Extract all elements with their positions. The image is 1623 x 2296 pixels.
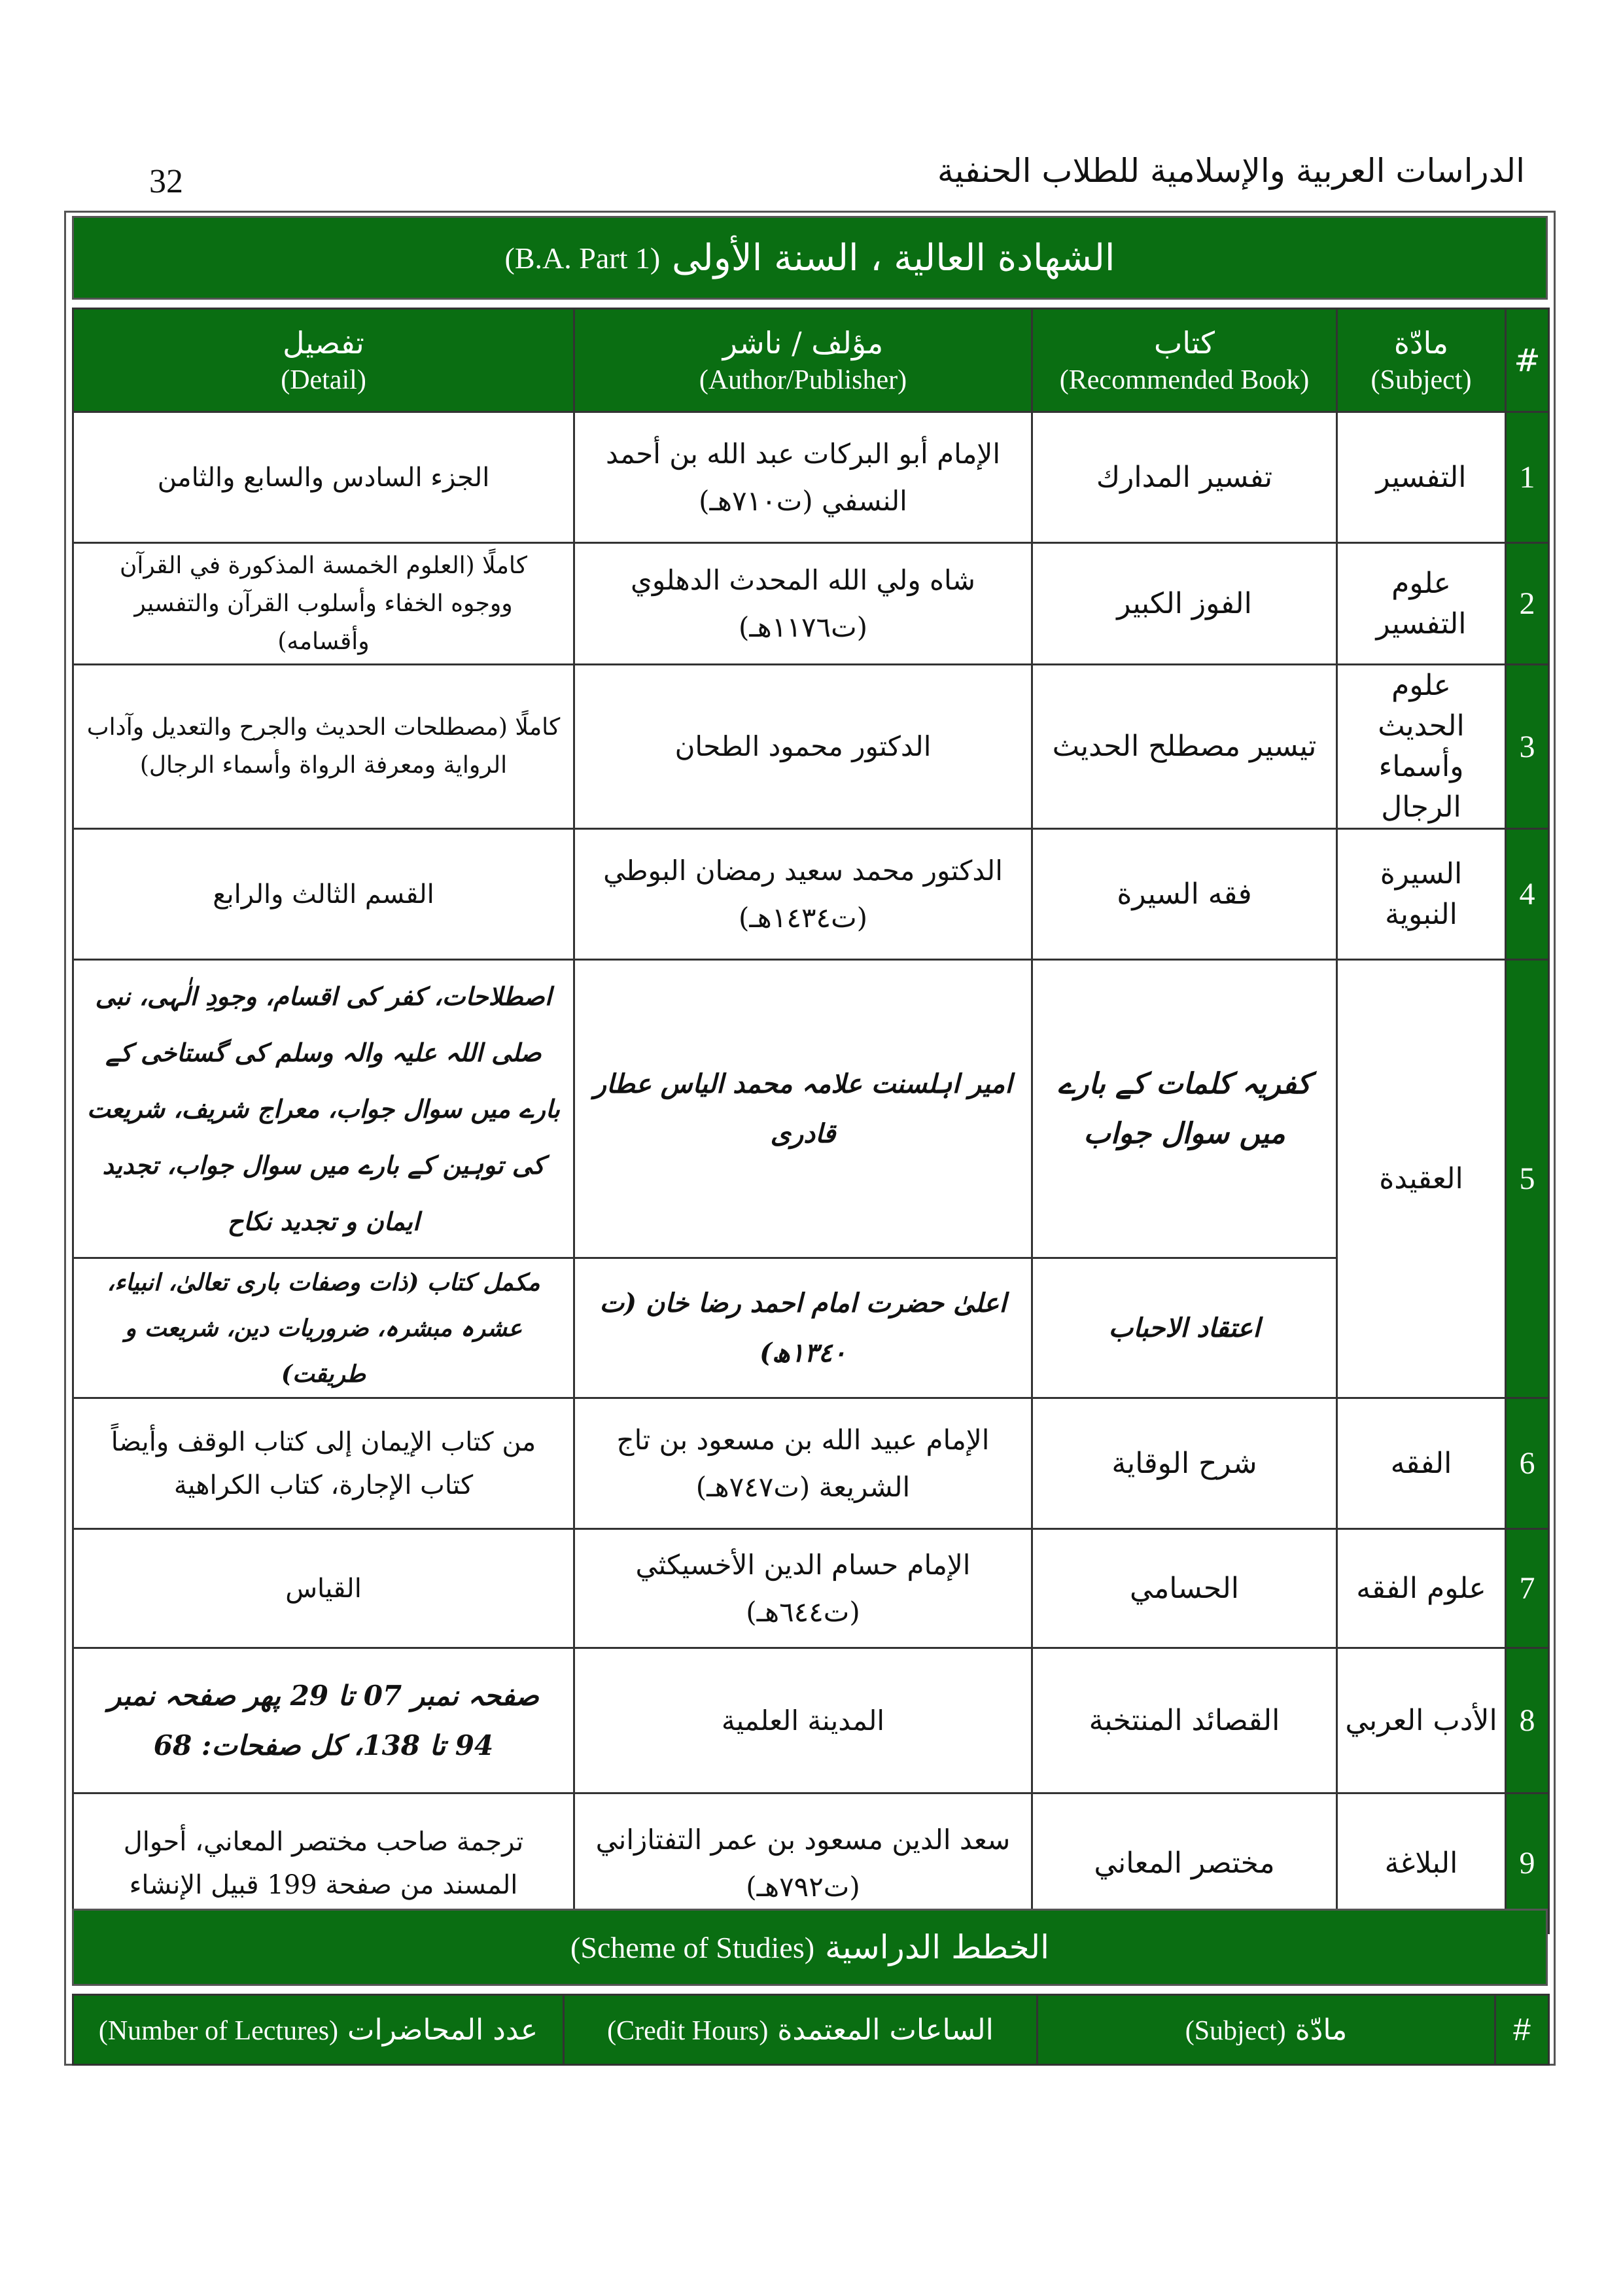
row-book: تفسير المدارك <box>1032 412 1337 543</box>
scheme-subject <box>1038 1995 1495 2065</box>
row-book: شرح الوقاية <box>1032 1398 1337 1529</box>
table-row <box>73 412 1549 543</box>
row-book: اعتقاد الاحباب <box>1032 1258 1337 1398</box>
row-book: القصائد المنتخبة <box>1032 1648 1337 1793</box>
row-number: 9 <box>1506 1793 1549 1934</box>
row-author: الدكتور محمد سعيد رمضان البوطي (ت١٤٣٤هـ) <box>574 829 1032 960</box>
row-book: الفوز الكبير <box>1032 543 1337 665</box>
scheme-credit-ar: الساعات المعتمدة <box>777 2013 994 2047</box>
scheme-header-row <box>73 1995 1549 2065</box>
row-detail: ترجمة صاحب مختصر المعاني، أحوال المسند من صفحة 199 قبيل الإنشاء <box>73 1793 574 1934</box>
table-row <box>73 960 1549 1258</box>
header-detail-ar: تفصيل <box>283 325 364 361</box>
scheme-credit-hours <box>564 1995 1038 2065</box>
row-number: 1 <box>1506 412 1549 543</box>
row-number: 7 <box>1506 1529 1549 1648</box>
header-detail <box>73 309 574 412</box>
scheme-lectures-ar: عدد المحاضرات <box>347 2013 538 2047</box>
table-row <box>73 1398 1549 1529</box>
row-detail: صفحہ نمبر 07 تا 29 پھر صفحہ نمبر 94 تا 138، کل صفحات: 68 <box>73 1648 574 1793</box>
row-subject: علوم الحديث وأسماء الرجال <box>1337 665 1506 829</box>
row-number: 5 <box>1506 960 1549 1398</box>
title-english: (B.A. Part 1) <box>504 241 661 275</box>
header-book <box>1032 309 1337 412</box>
row-book: مختصر المعاني <box>1032 1793 1337 1934</box>
header-subject-ar: مادّة <box>1393 325 1449 361</box>
header-hash: # <box>1506 309 1549 412</box>
syllabus-table <box>72 308 1550 1934</box>
scheme-lectures <box>73 1995 564 2065</box>
scheme-title-english: (Scheme of Studies) <box>570 1930 815 1964</box>
header-subject-en: (Subject) <box>1370 364 1472 395</box>
header-book-en: (Recommended Book) <box>1059 364 1310 395</box>
header-author <box>574 309 1032 412</box>
table-row <box>73 1258 1549 1398</box>
row-book: الحسامي <box>1032 1529 1337 1648</box>
running-head: الدراسات العربية والإسلامية للطلاب الحنفية <box>937 152 1525 190</box>
row-subject: البلاغة <box>1337 1793 1506 1934</box>
row-author: سعد الدين مسعود بن عمر التفتازاني (ت٧٩٢هـ) <box>574 1793 1032 1934</box>
scheme-subject-ar: مادّة <box>1295 2013 1348 2047</box>
row-author: الإمام عبيد الله بن مسعود بن تاج الشريعة (ت٧٤٧هـ) <box>574 1398 1032 1529</box>
row-subject: العقيدة <box>1337 960 1506 1398</box>
scheme-title-arabic: الخطط الدراسية <box>825 1928 1049 1966</box>
row-author: شاه ولي الله المحدث الدهلوي (ت١١٧٦هـ) <box>574 543 1032 665</box>
scheme-lectures-en: (Number of Lectures) <box>98 2015 339 2046</box>
row-detail: من كتاب الإيمان إلى كتاب الوقف وأيضاً كتاب الإجارة، كتاب الكراهية <box>73 1398 574 1529</box>
table-row <box>73 1529 1549 1648</box>
row-number: 6 <box>1506 1398 1549 1529</box>
page-number: 32 <box>149 163 183 200</box>
scheme-hash: # <box>1495 1995 1549 2065</box>
row-author: الإمام حسام الدين الأخسيكثي (ت٦٤٤هـ) <box>574 1529 1032 1648</box>
row-author: الدكتور محمود الطحان <box>574 665 1032 829</box>
header-author-en: (Author/Publisher) <box>699 364 907 395</box>
row-book: كفریہ کلمات کے بارے میں سوال جواب <box>1032 960 1337 1258</box>
row-subject: علوم التفسير <box>1337 543 1506 665</box>
scheme-header-table <box>72 1994 1550 2066</box>
table-row <box>73 1648 1549 1793</box>
row-detail: كاملًا (مصطلحات الحديث والجرح والتعديل وآداب الرواية ومعرفة الرواة وأسماء الرجال) <box>73 665 574 829</box>
table-row <box>73 829 1549 960</box>
table-row <box>73 543 1549 665</box>
row-detail: اصطلاحات، کفر کی اقسام، وجودِ الٰہی، نبی صلی اللہ علیہ والہ وسلم کی گستاخی کے بارے میں سوال جواب، معراج شریف، شریعت کی توہین کے بارے میں سوال جواب، تجدید ایمان و تجدید نکاح <box>73 960 574 1258</box>
row-number: 8 <box>1506 1648 1549 1793</box>
row-detail: القسم الثالث والرابع <box>73 829 574 960</box>
row-author: المدينة العلمية <box>574 1648 1032 1793</box>
row-number: 3 <box>1506 665 1549 829</box>
header-book-ar: كتاب <box>1153 325 1215 361</box>
table-title-band <box>72 216 1548 300</box>
row-subject: الأدب العربي <box>1337 1648 1506 1793</box>
header-row <box>73 309 1549 412</box>
row-number: 2 <box>1506 543 1549 665</box>
row-number: 4 <box>1506 829 1549 960</box>
row-subject: علوم الفقه <box>1337 1529 1506 1648</box>
row-author: امیر اہلسنت علامہ محمد الیاس عطار قادری <box>574 960 1032 1258</box>
title-arabic: الشهادة العالية ، السنة الأولى <box>672 236 1115 279</box>
row-author: الإمام أبو البركات عبد الله بن أحمد النسفي (ت٧١٠هـ) <box>574 412 1032 543</box>
row-detail: القياس <box>73 1529 574 1648</box>
row-subject: الفقه <box>1337 1398 1506 1529</box>
table-row <box>73 665 1549 829</box>
row-detail: الجزء السادس والسابع والثامن <box>73 412 574 543</box>
header-detail-en: (Detail) <box>281 364 366 395</box>
header-subject <box>1337 309 1506 412</box>
row-book: تيسير مصطلح الحديث <box>1032 665 1337 829</box>
scheme-title-band <box>72 1909 1548 1986</box>
scheme-subject-en: (Subject) <box>1185 2015 1286 2046</box>
row-detail: كاملًا (العلوم الخمسة المذكورة في القرآن ووجوه الخفاء وأسلوب القرآن والتفسير وأقسامه) <box>73 543 574 665</box>
header-author-ar: مؤلف / ناشر <box>722 325 884 361</box>
row-book: فقه السيرة <box>1032 829 1337 960</box>
scheme-credit-en: (Credit Hours) <box>607 2015 769 2046</box>
row-detail: مکمل کتاب (ذات وصفات باری تعالیٰ، انبیاء، عشرہ مبشرہ، ضروریات دین، شریعت و طریقت) <box>73 1258 574 1398</box>
row-author: اعلیٰ حضرت امام احمد رضا خان (ت ١٣٤٠ھ) <box>574 1258 1032 1398</box>
row-subject: السيرة النبوية <box>1337 829 1506 960</box>
row-subject: التفسير <box>1337 412 1506 543</box>
